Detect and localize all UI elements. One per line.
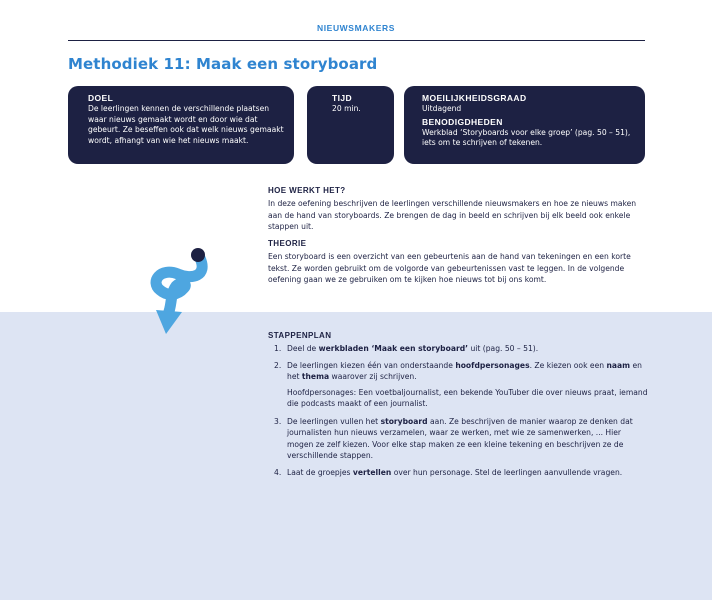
doel-heading: DOEL [88,93,114,103]
hoofdpersonages-note: Hoofdpersonages: Een voetbaljournalist, een bekende YouTuber die over nieuws praat, iemand die podcasts maakt of een journalist. [287,387,648,408]
step-number: 1. [274,344,282,353]
steps-list [268,343,648,383]
step-number: 4. [274,467,282,477]
moeilijkheid-box [404,86,645,164]
tijd-box [307,86,394,164]
tijd-text: 20 min. [332,104,361,113]
hoe-werkt-het-section [268,185,648,233]
hoe-heading: HOE WERKT HET? [268,186,346,195]
stappenplan-heading: STAPPENPLAN [268,331,332,340]
moeilijkheid-heading: MOEILIJKHEIDSGRAAD [422,93,527,103]
step-3: 3. De leerlingen vullen het storyboard aan. Ze beschrijven de manier waarop ze denken dat journalisten hun nieuws verzamelen, waar ze werken, met wie ze samenwerken, ... Hier mogen ze zelf kiezen. Voor elke stap maken ze een kleine tekening en beschrijven ze de verschillende stappen. [274,416,633,460]
theorie-heading: THEORIE [268,239,307,248]
step-1: 1. Deel de werkbladen ‘Maak een storyboard’ uit (pag. 50 – 51). [274,344,539,353]
section-header-label: NIEUWSMAKERS [316,23,396,33]
doel-text: De leerlingen kennen de verschillende plaatsen waar nieuws gemaakt wordt en door wie dat gebeurt. Ze beseffen ook dat welk nieuws gemaakt wordt, afhangt van wie het nieuws maakt. [88,104,284,145]
benodigdheden-heading: BENODIGDHEDEN [422,116,503,127]
tijd-heading: TIJD [332,93,353,103]
doel-box [68,86,294,164]
steps-list-continued [268,416,648,479]
theorie-text: Een storyboard is een overzicht van een gebeurtenis aan de hand van tekeningen en een korte tekst. Ze worden gebruikt om de volgorde van gebeurtenissen vast te leggen. In de volgende oefening gaan we ze gebruiken om te kijken hoe nieuws tot bij ons komt. [268,252,631,284]
page-title: Methodiek 11: Maak een storyboard [68,55,378,73]
benodigdheden-text: Werkblad ‘Storyboards voor elke groep’ (pag. 50 – 51), iets om te schrijven of tekenen. [422,127,631,147]
step-number: 3. [274,416,282,426]
step-2: 2. De leerlingen kiezen één van onderstaande hoofdpersonages. Ze kiezen ook een naam en het thema waarover zij schrijven. [274,360,642,381]
step-4: 4. Laat de groepjes vertellen over hun personage. Stel de leerlingen aanvullende vragen. [274,467,623,477]
stappenplan-section [268,330,648,483]
hoe-text: In deze oefening beschrijven de leerlingen verschillende nieuwsmakers en hoe ze nieuws maken aan de hand van storyboards. Ze brengen de dag in beeld en schrijven bij elk beeld ook enkele stappen uit. [268,199,637,231]
moeilijkheid-text: Uitdagend [422,104,462,113]
curly-arrow-icon [138,240,228,340]
header-divider [68,40,645,41]
theorie-section [268,238,648,286]
step-number: 2. [274,360,282,370]
